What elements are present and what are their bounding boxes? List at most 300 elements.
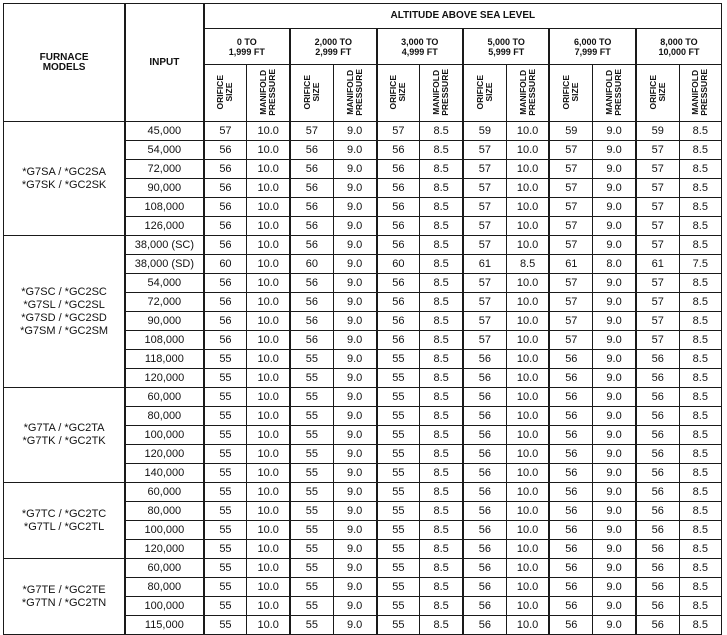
manifold-pressure-cell: 9.0 — [333, 198, 376, 217]
manifold-pressure-cell: 8.5 — [420, 331, 463, 350]
orifice-size-cell: 55 — [377, 388, 420, 407]
manifold-pressure-cell: 8.5 — [420, 464, 463, 483]
manifold-pressure-cell: 10.0 — [506, 312, 549, 331]
manifold-pressure-cell: 10.0 — [247, 331, 290, 350]
manifold-pressure-cell: 10.0 — [506, 483, 549, 502]
orifice-size-cell: 57 — [636, 293, 679, 312]
manifold-pressure-cell: 8.5 — [420, 578, 463, 597]
manifold-pressure-label: MANIFOLD PRESSURE — [690, 68, 710, 116]
furnace-model-cell — [4, 483, 126, 559]
table-body — [4, 122, 722, 635]
manifold-pressure-cell: 9.0 — [593, 483, 636, 502]
manifold-pressure-label: MANIFOLD PRESSURE — [517, 68, 537, 116]
input-cell: 115,000 — [125, 616, 203, 635]
orifice-size-cell: 57 — [377, 122, 420, 141]
manifold-pressure-cell: 10.0 — [247, 369, 290, 388]
manifold-pressure-cell: 10.0 — [247, 388, 290, 407]
orifice-size-cell: 56 — [463, 559, 506, 578]
manifold-pressure-cell: 10.0 — [247, 483, 290, 502]
orifice-size-cell: 56 — [204, 312, 247, 331]
manifold-pressure-cell: 9.0 — [333, 141, 376, 160]
furnace-model-cell — [4, 388, 126, 483]
orifice-size-cell: 56 — [463, 521, 506, 540]
orifice-size-cell: 55 — [290, 464, 333, 483]
orifice-size-cell: 56 — [463, 426, 506, 445]
orifice-size-cell: 56 — [549, 502, 592, 521]
orifice-size-cell: 56 — [549, 445, 592, 464]
orifice-size-label: ORIFICE SIZE — [647, 74, 667, 110]
orifice-size-cell: 57 — [463, 331, 506, 350]
orifice-size-cell: 56 — [377, 141, 420, 160]
orifice-size-cell: 55 — [377, 464, 420, 483]
orifice-size-cell: 55 — [204, 369, 247, 388]
manifold-pressure-cell: 10.0 — [506, 407, 549, 426]
orifice-size-cell: 56 — [290, 141, 333, 160]
orifice-size-cell: 56 — [636, 502, 679, 521]
manifold-pressure-cell: 9.0 — [593, 521, 636, 540]
orifice-size-cell: 56 — [204, 179, 247, 198]
manifold-pressure-cell: 9.0 — [593, 141, 636, 160]
manifold-pressure-cell: 9.0 — [593, 388, 636, 407]
orifice-size-cell: 56 — [290, 217, 333, 236]
orifice-size-cell: 56 — [204, 274, 247, 293]
manifold-pressure-cell: 8.5 — [420, 388, 463, 407]
manifold-pressure-cell: 8.5 — [420, 426, 463, 445]
orifice-size-cell: 55 — [377, 426, 420, 445]
furnace-model-name: *G7TC / *GC2TC — [21, 507, 107, 520]
orifice-size-cell: 56 — [636, 521, 679, 540]
altitude-range-header: 0 TO 1,999 FT — [204, 29, 290, 65]
manifold-pressure-cell: 10.0 — [247, 426, 290, 445]
orifice-size-label: ORIFICE SIZE — [388, 74, 408, 110]
orifice-size-cell: 55 — [290, 407, 333, 426]
manifold-pressure-cell: 10.0 — [247, 141, 290, 160]
manifold-pressure-cell: 10.0 — [247, 236, 290, 255]
furnace-model-cell — [4, 236, 126, 388]
orifice-size-cell: 57 — [636, 312, 679, 331]
manifold-pressure-cell: 10.0 — [247, 559, 290, 578]
orifice-size-cell: 57 — [549, 312, 592, 331]
orifice-size-cell: 57 — [463, 236, 506, 255]
orifice-size-cell: 56 — [463, 369, 506, 388]
manifold-pressure-cell: 9.0 — [593, 217, 636, 236]
orifice-size-cell: 57 — [549, 160, 592, 179]
manifold-pressure-cell: 8.5 — [679, 616, 721, 635]
manifold-pressure-cell: 10.0 — [247, 616, 290, 635]
manifold-pressure-label: MANIFOLD PRESSURE — [258, 68, 278, 116]
orifice-size-cell: 59 — [636, 122, 679, 141]
altitude-range-header: 8,000 TO 10,000 FT — [636, 29, 722, 65]
manifold-pressure-cell: 8.5 — [420, 559, 463, 578]
orifice-size-cell: 57 — [463, 160, 506, 179]
manifold-pressure-cell: 8.5 — [679, 426, 721, 445]
manifold-pressure-cell: 10.0 — [247, 255, 290, 274]
manifold-pressure-cell: 9.0 — [593, 122, 636, 141]
manifold-pressure-cell: 8.5 — [679, 198, 721, 217]
manifold-pressure-cell: 8.5 — [506, 255, 549, 274]
furnace-models-header: FURNACE MODELS — [4, 4, 126, 122]
orifice-size-header — [636, 65, 679, 122]
manifold-pressure-cell: 9.0 — [333, 350, 376, 369]
manifold-pressure-cell: 9.0 — [593, 426, 636, 445]
orifice-size-cell: 55 — [377, 350, 420, 369]
manifold-pressure-cell: 10.0 — [506, 540, 549, 559]
orifice-size-cell: 55 — [377, 445, 420, 464]
manifold-pressure-cell: 10.0 — [247, 502, 290, 521]
manifold-pressure-cell: 9.0 — [593, 445, 636, 464]
manifold-pressure-cell: 8.5 — [679, 464, 721, 483]
manifold-pressure-cell: 9.0 — [593, 578, 636, 597]
manifold-pressure-cell: 8.5 — [679, 236, 721, 255]
orifice-size-cell: 56 — [377, 236, 420, 255]
orifice-size-cell: 56 — [377, 198, 420, 217]
manifold-pressure-cell: 9.0 — [593, 179, 636, 198]
input-cell: 54,000 — [125, 141, 203, 160]
input-cell: 118,000 — [125, 350, 203, 369]
manifold-pressure-cell: 8.5 — [679, 179, 721, 198]
manifold-pressure-cell: 10.0 — [247, 407, 290, 426]
orifice-size-cell: 55 — [377, 559, 420, 578]
manifold-pressure-cell: 10.0 — [247, 217, 290, 236]
orifice-size-cell: 56 — [290, 331, 333, 350]
orifice-size-cell: 61 — [636, 255, 679, 274]
manifold-pressure-cell: 8.5 — [679, 122, 721, 141]
orifice-size-cell: 55 — [377, 540, 420, 559]
manifold-pressure-cell: 10.0 — [506, 122, 549, 141]
orifice-size-cell: 56 — [636, 369, 679, 388]
orifice-size-cell: 57 — [636, 236, 679, 255]
orifice-size-cell: 56 — [204, 293, 247, 312]
manifold-pressure-cell: 8.5 — [420, 350, 463, 369]
orifice-size-cell: 56 — [377, 217, 420, 236]
manifold-pressure-cell: 8.5 — [420, 255, 463, 274]
orifice-size-cell: 56 — [549, 483, 592, 502]
manifold-pressure-cell: 8.5 — [679, 540, 721, 559]
manifold-pressure-cell: 9.0 — [333, 312, 376, 331]
orifice-size-cell: 57 — [549, 217, 592, 236]
orifice-size-header — [549, 65, 592, 122]
orifice-size-header — [204, 65, 247, 122]
orifice-size-cell: 56 — [463, 464, 506, 483]
manifold-pressure-cell: 9.0 — [333, 540, 376, 559]
manifold-pressure-cell: 10.0 — [506, 616, 549, 635]
orifice-size-cell: 56 — [636, 350, 679, 369]
input-cell: 120,000 — [125, 540, 203, 559]
orifice-size-cell: 57 — [549, 293, 592, 312]
manifold-pressure-cell: 10.0 — [247, 464, 290, 483]
orifice-size-cell: 55 — [204, 616, 247, 635]
orifice-size-cell: 56 — [549, 559, 592, 578]
orifice-size-cell: 56 — [549, 350, 592, 369]
manifold-pressure-cell: 9.0 — [593, 160, 636, 179]
orifice-size-cell: 55 — [204, 578, 247, 597]
orifice-size-cell: 56 — [636, 559, 679, 578]
manifold-pressure-cell: 7.5 — [679, 255, 721, 274]
orifice-size-cell: 60 — [204, 255, 247, 274]
manifold-pressure-cell: 9.0 — [593, 331, 636, 350]
orifice-size-cell: 56 — [204, 236, 247, 255]
furnace-model-name: *G7SK / *GC2SK — [21, 178, 107, 191]
orifice-size-cell: 56 — [463, 502, 506, 521]
input-cell: 108,000 — [125, 198, 203, 217]
orifice-size-cell: 55 — [290, 559, 333, 578]
input-header: INPUT — [125, 4, 203, 122]
input-cell: 60,000 — [125, 559, 203, 578]
input-cell: 72,000 — [125, 293, 203, 312]
orifice-size-cell: 57 — [636, 331, 679, 350]
manifold-pressure-cell: 9.0 — [333, 407, 376, 426]
orifice-size-cell: 56 — [636, 540, 679, 559]
input-cell: 38,000 (SC) — [125, 236, 203, 255]
orifice-size-cell: 57 — [463, 274, 506, 293]
altitude-range-header: 3,000 TO 4,999 FT — [377, 29, 463, 65]
orifice-size-cell: 56 — [290, 198, 333, 217]
input-cell: 80,000 — [125, 502, 203, 521]
orifice-size-cell: 56 — [549, 616, 592, 635]
manifold-pressure-cell: 8.5 — [420, 141, 463, 160]
orifice-size-cell: 55 — [290, 483, 333, 502]
manifold-pressure-cell: 10.0 — [506, 141, 549, 160]
orifice-size-cell: 57 — [290, 122, 333, 141]
orifice-size-cell: 56 — [463, 445, 506, 464]
orifice-size-cell: 55 — [204, 521, 247, 540]
manifold-pressure-cell: 8.5 — [420, 540, 463, 559]
manifold-pressure-label: MANIFOLD PRESSURE — [431, 68, 451, 116]
orifice-size-cell: 56 — [549, 578, 592, 597]
input-cell: 120,000 — [125, 369, 203, 388]
manifold-pressure-cell: 10.0 — [506, 350, 549, 369]
orifice-size-cell: 56 — [463, 350, 506, 369]
input-cell: 140,000 — [125, 464, 203, 483]
orifice-size-cell: 56 — [377, 312, 420, 331]
orifice-size-cell: 55 — [204, 407, 247, 426]
altitude-header: ALTITUDE ABOVE SEA LEVEL — [204, 4, 722, 29]
manifold-pressure-cell: 10.0 — [247, 521, 290, 540]
orifice-size-cell: 57 — [463, 198, 506, 217]
orifice-size-cell: 56 — [636, 388, 679, 407]
orifice-size-cell: 57 — [549, 198, 592, 217]
manifold-pressure-cell: 8.5 — [420, 502, 463, 521]
manifold-pressure-cell: 10.0 — [506, 578, 549, 597]
manifold-pressure-cell: 9.0 — [593, 407, 636, 426]
orifice-size-cell: 56 — [290, 274, 333, 293]
orifice-size-cell: 56 — [463, 578, 506, 597]
orifice-size-cell: 56 — [636, 445, 679, 464]
orifice-size-cell: 55 — [290, 388, 333, 407]
orifice-size-cell: 55 — [377, 578, 420, 597]
manifold-pressure-cell: 10.0 — [247, 274, 290, 293]
manifold-pressure-cell: 10.0 — [506, 236, 549, 255]
orifice-size-cell: 55 — [204, 388, 247, 407]
manifold-pressure-label: MANIFOLD PRESSURE — [344, 68, 364, 116]
manifold-pressure-cell: 9.0 — [593, 312, 636, 331]
manifold-pressure-cell: 10.0 — [506, 388, 549, 407]
orifice-size-cell: 56 — [549, 369, 592, 388]
manifold-pressure-cell: 9.0 — [333, 293, 376, 312]
manifold-pressure-cell: 9.0 — [593, 464, 636, 483]
orifice-size-cell: 57 — [636, 141, 679, 160]
input-cell: 126,000 — [125, 217, 203, 236]
orifice-size-cell: 56 — [204, 141, 247, 160]
orifice-size-cell: 57 — [549, 331, 592, 350]
manifold-pressure-cell: 8.5 — [679, 312, 721, 331]
manifold-pressure-cell: 10.0 — [506, 217, 549, 236]
orifice-size-label: ORIFICE SIZE — [561, 74, 581, 110]
input-cell: 72,000 — [125, 160, 203, 179]
manifold-pressure-cell: 10.0 — [247, 597, 290, 616]
input-cell: 120,000 — [125, 445, 203, 464]
manifold-pressure-cell: 9.0 — [593, 293, 636, 312]
manifold-pressure-cell: 9.0 — [333, 445, 376, 464]
orifice-size-cell: 56 — [204, 198, 247, 217]
manifold-pressure-cell: 8.5 — [420, 369, 463, 388]
orifice-size-cell: 56 — [290, 160, 333, 179]
orifice-size-cell: 56 — [290, 179, 333, 198]
manifold-pressure-cell: 10.0 — [506, 464, 549, 483]
manifold-pressure-header — [679, 65, 721, 122]
orifice-size-cell: 56 — [549, 521, 592, 540]
manifold-pressure-cell: 8.5 — [679, 407, 721, 426]
orifice-size-cell: 55 — [377, 407, 420, 426]
manifold-pressure-cell: 10.0 — [506, 179, 549, 198]
manifold-pressure-cell: 9.0 — [593, 597, 636, 616]
orifice-size-cell: 56 — [463, 616, 506, 635]
orifice-size-cell: 57 — [549, 141, 592, 160]
altitude-orifice-table — [3, 3, 722, 635]
orifice-size-cell: 60 — [290, 255, 333, 274]
manifold-pressure-cell: 10.0 — [506, 559, 549, 578]
manifold-pressure-cell: 8.5 — [420, 312, 463, 331]
orifice-size-cell: 57 — [549, 179, 592, 198]
orifice-size-cell: 56 — [636, 597, 679, 616]
manifold-pressure-cell: 10.0 — [247, 445, 290, 464]
orifice-size-cell: 55 — [204, 464, 247, 483]
manifold-pressure-cell: 8.5 — [420, 274, 463, 293]
manifold-pressure-cell: 10.0 — [247, 350, 290, 369]
orifice-size-cell: 56 — [377, 179, 420, 198]
orifice-size-cell: 56 — [636, 616, 679, 635]
input-cell: 60,000 — [125, 388, 203, 407]
manifold-pressure-cell: 9.0 — [333, 236, 376, 255]
orifice-size-cell: 57 — [463, 141, 506, 160]
input-cell: 100,000 — [125, 521, 203, 540]
orifice-size-cell: 57 — [636, 217, 679, 236]
manifold-pressure-cell: 9.0 — [333, 426, 376, 445]
manifold-pressure-cell: 9.0 — [333, 160, 376, 179]
manifold-pressure-cell: 9.0 — [593, 369, 636, 388]
orifice-size-cell: 55 — [377, 502, 420, 521]
orifice-size-cell: 56 — [290, 312, 333, 331]
manifold-pressure-cell: 8.5 — [420, 179, 463, 198]
orifice-size-cell: 55 — [204, 445, 247, 464]
manifold-pressure-cell: 9.0 — [333, 217, 376, 236]
orifice-size-cell: 56 — [463, 407, 506, 426]
manifold-pressure-header — [593, 65, 636, 122]
manifold-pressure-cell: 10.0 — [247, 540, 290, 559]
manifold-pressure-cell: 9.0 — [593, 350, 636, 369]
manifold-pressure-label: MANIFOLD PRESSURE — [604, 68, 624, 116]
manifold-pressure-cell: 8.5 — [420, 236, 463, 255]
manifold-pressure-cell: 8.5 — [420, 122, 463, 141]
orifice-size-cell: 57 — [636, 198, 679, 217]
input-cell: 80,000 — [125, 407, 203, 426]
orifice-size-cell: 57 — [463, 312, 506, 331]
furnace-model-name: *G7SL / *GC2SL — [23, 298, 105, 311]
orifice-size-cell: 56 — [463, 388, 506, 407]
input-cell: 54,000 — [125, 274, 203, 293]
manifold-pressure-cell: 8.5 — [679, 217, 721, 236]
manifold-pressure-cell: 9.0 — [333, 483, 376, 502]
manifold-pressure-cell: 9.0 — [333, 502, 376, 521]
orifice-size-cell: 56 — [377, 160, 420, 179]
table-row — [4, 236, 722, 255]
manifold-pressure-header — [506, 65, 549, 122]
manifold-pressure-cell: 8.5 — [420, 483, 463, 502]
manifold-pressure-cell: 10.0 — [247, 160, 290, 179]
table-row — [4, 122, 722, 141]
furnace-model-name: *G7TL / *GC2TL — [23, 520, 105, 533]
manifold-pressure-cell: 10.0 — [506, 331, 549, 350]
orifice-size-cell: 56 — [549, 464, 592, 483]
manifold-pressure-header — [333, 65, 376, 122]
furnace-model-cell — [4, 559, 126, 635]
manifold-pressure-cell: 8.5 — [679, 350, 721, 369]
orifice-size-cell: 55 — [204, 426, 247, 445]
manifold-pressure-cell: 9.0 — [333, 255, 376, 274]
manifold-pressure-cell: 10.0 — [247, 122, 290, 141]
manifold-pressure-cell: 8.5 — [679, 559, 721, 578]
manifold-pressure-cell: 9.0 — [333, 274, 376, 293]
manifold-pressure-cell: 10.0 — [247, 312, 290, 331]
manifold-pressure-cell: 10.0 — [247, 179, 290, 198]
manifold-pressure-cell: 9.0 — [333, 369, 376, 388]
orifice-size-cell: 56 — [549, 388, 592, 407]
orifice-size-cell: 57 — [549, 236, 592, 255]
manifold-pressure-cell: 9.0 — [593, 236, 636, 255]
input-cell: 38,000 (SD) — [125, 255, 203, 274]
table-row — [4, 559, 722, 578]
input-cell: 100,000 — [125, 597, 203, 616]
orifice-size-cell: 55 — [290, 521, 333, 540]
orifice-size-cell: 55 — [290, 350, 333, 369]
manifold-pressure-cell: 10.0 — [506, 198, 549, 217]
manifold-pressure-cell: 9.0 — [593, 540, 636, 559]
input-cell: 90,000 — [125, 312, 203, 331]
manifold-pressure-cell: 8.5 — [420, 217, 463, 236]
manifold-pressure-cell: 8.5 — [679, 502, 721, 521]
manifold-pressure-cell: 8.5 — [420, 407, 463, 426]
orifice-size-cell: 55 — [290, 540, 333, 559]
manifold-pressure-cell: 9.0 — [593, 274, 636, 293]
manifold-pressure-cell: 10.0 — [506, 426, 549, 445]
orifice-size-cell: 55 — [204, 502, 247, 521]
manifold-pressure-cell: 8.5 — [679, 160, 721, 179]
manifold-pressure-cell: 8.5 — [679, 141, 721, 160]
manifold-pressure-cell: 9.0 — [333, 521, 376, 540]
furnace-model-name: *G7SM / *GC2SM — [20, 324, 109, 337]
manifold-pressure-cell: 10.0 — [247, 578, 290, 597]
orifice-size-cell: 55 — [377, 597, 420, 616]
orifice-size-header — [463, 65, 506, 122]
orifice-size-cell: 56 — [549, 426, 592, 445]
orifice-size-cell: 55 — [377, 369, 420, 388]
manifold-pressure-cell: 8.5 — [420, 160, 463, 179]
orifice-size-cell: 55 — [377, 521, 420, 540]
manifold-pressure-cell: 8.5 — [420, 597, 463, 616]
orifice-size-header — [290, 65, 333, 122]
manifold-pressure-cell: 10.0 — [506, 521, 549, 540]
manifold-pressure-cell: 9.0 — [593, 616, 636, 635]
